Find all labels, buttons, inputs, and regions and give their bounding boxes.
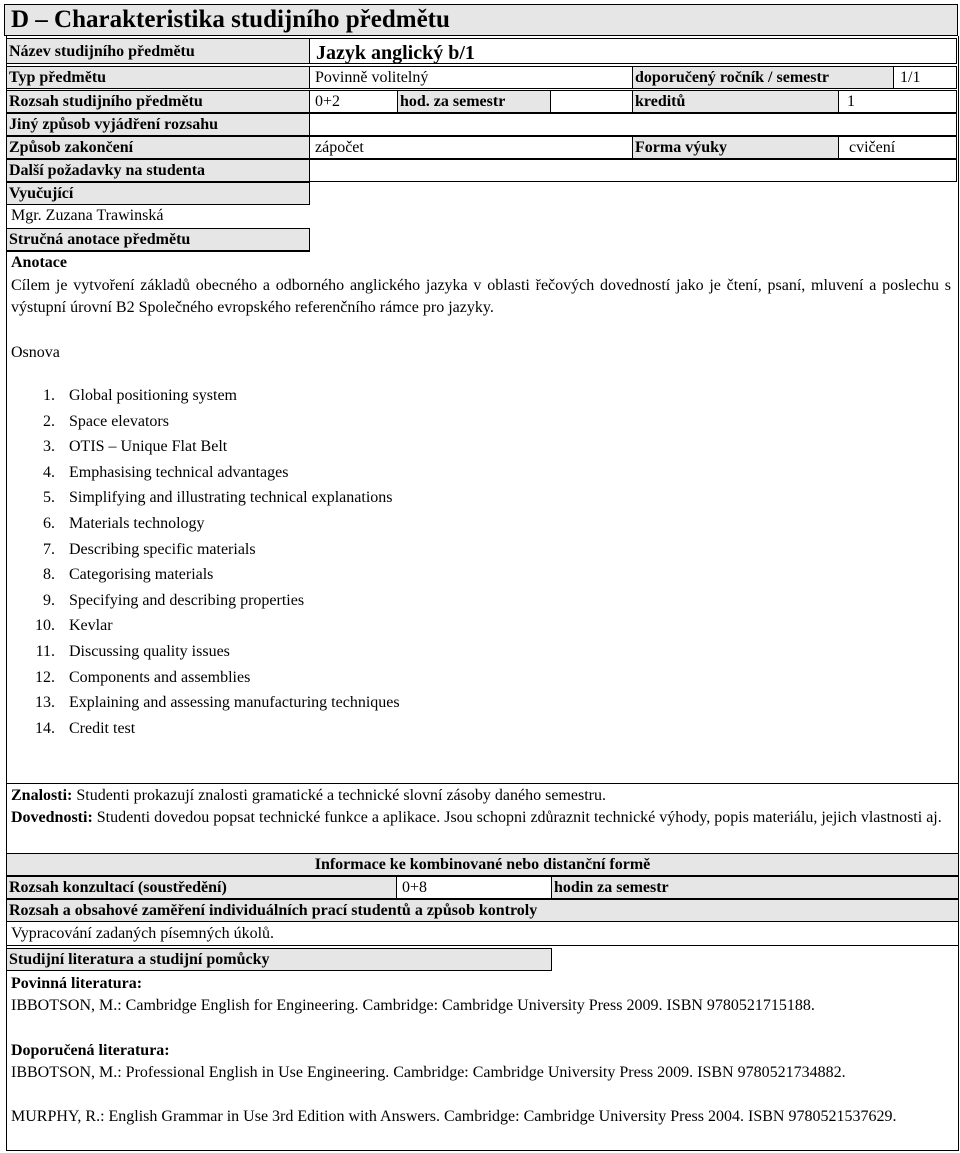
osnova-item-text: Components and assemblies: [69, 668, 251, 686]
kreditu-value: 1: [838, 90, 957, 113]
osnova-item-number: 5.: [43, 489, 55, 507]
nazev-value: Jazyk anglický b/1: [309, 38, 957, 64]
osnova-item-number: 2.: [43, 412, 55, 430]
osnova-item-text: Discussing quality issues: [69, 642, 230, 660]
anotace-divider: [6, 251, 310, 252]
osnova-item-text: Explaining and assessing manufacturing techniques: [69, 694, 400, 712]
osnova-item: [11, 665, 711, 691]
osnova-item-number: 9.: [43, 591, 55, 609]
osnova-heading: Osnova: [11, 344, 60, 361]
osnova-item-text: Kevlar: [69, 617, 113, 635]
konzultace-value: 0+8: [396, 876, 552, 899]
dalsi-value: [309, 159, 957, 182]
osnova-item-number: 12.: [35, 668, 55, 686]
osnova-item-text: Emphasising technical advantages: [69, 463, 289, 481]
osnova-item: [11, 562, 711, 588]
osnova-item: [11, 639, 711, 665]
osnova-item-text: Describing specific materials: [69, 540, 256, 558]
osnova-item: [11, 460, 711, 486]
osnova-item-text: Space elevators: [69, 412, 169, 430]
frame-bottom-border: [6, 1150, 959, 1151]
anotace-heading: Anotace: [11, 254, 67, 271]
znalosti-paragraph: [11, 785, 951, 807]
znalosti-text: Studenti prokazují znalosti gramatické a technické slovní zásoby daného semestru.: [76, 787, 606, 804]
osnova-item: [11, 690, 711, 716]
vyucujici-label: Vyučující: [6, 182, 310, 205]
forma-value: cvičení: [838, 136, 957, 159]
osnova-item: [11, 588, 711, 614]
osnova-item-text: Categorising materials: [69, 566, 214, 584]
rocnik-label: doporučený ročník / semestr: [632, 66, 894, 89]
osnova-item-number: 7.: [43, 540, 55, 558]
literatura-heading: Studijní literatura a studijní pomůcky: [6, 948, 552, 971]
osnova-item-text: Specifying and describing properties: [69, 591, 305, 609]
osnova-item: [11, 434, 711, 460]
prace-value: Vypracování zadaných písemných úkolů.: [11, 925, 275, 942]
doporucena-heading: Doporučená literatura:: [11, 1042, 170, 1059]
hodin-label: hodin za semestr: [551, 876, 959, 899]
povinna-heading: Povinná literatura:: [11, 975, 143, 992]
osnova-item: [11, 409, 711, 435]
nazev-label: Název studijního předmětu: [6, 38, 310, 64]
znalosti-divider: [6, 783, 959, 784]
povinna-item: IBBOTSON, M.: Cambridge English for Engineering. Cambridge: Cambridge University Press 2009. ISBN 9780521715188.: [11, 997, 815, 1014]
typ-value: Povinně volitelný: [309, 66, 633, 89]
jiny-value: [309, 113, 957, 136]
kreditu-label: kreditů: [632, 90, 839, 113]
prace-label: Rozsah a obsahové zaměření individuálních prací studentů a způsob kontroly: [6, 899, 959, 922]
doporucena-item: MURPHY, R.: English Grammar in Use 3rd Edition with Answers. Cambridge: Cambridge University Press 2004. ISBN 9780521537629.: [11, 1108, 897, 1125]
vyucujici-value: Mgr. Zuzana Trawinská: [11, 207, 164, 224]
osnova-item-number: 3.: [43, 438, 55, 456]
dovednosti-text: Studenti dovedou popsat technické funkce a aplikace. Jsou schopni zdůraznit technické výhody, popis materiálu, jejich vlastnosti aj.: [96, 809, 942, 826]
osnova-item-text: Materials technology: [69, 514, 205, 532]
zakonceni-value: zápočet: [309, 136, 633, 159]
osnova-item-text: Global positioning system: [69, 387, 237, 404]
anotace-text: Cílem je vytvoření základů obecného a odborného anglického jazyka v oblasti řečových dovedností jako je čtení, psaní, mluvení a poslechu s výstupní úrovní B2 Společného evropského referenčního rámce pro jazyky.: [11, 277, 951, 316]
osnova-item: [11, 613, 711, 639]
osnova-item: [11, 383, 711, 409]
dalsi-label: Další požadavky na studenta: [6, 159, 310, 182]
frame-left-border: [6, 36, 7, 1151]
osnova-item-number: 6.: [43, 514, 55, 532]
osnova-item: [11, 485, 711, 511]
osnova-item-number: 10.: [35, 617, 55, 635]
osnova-item-text: OTIS – Unique Flat Belt: [69, 438, 228, 456]
typ-label: Typ předmětu: [6, 66, 310, 89]
znalosti-label: Znalosti:: [11, 787, 73, 804]
frame-right-border: [958, 36, 959, 1151]
zakonceni-label: Způsob zakončení: [6, 136, 310, 159]
literatura-divider: [6, 945, 959, 946]
osnova-item-number: 14.: [35, 719, 55, 737]
osnova-item: [11, 716, 711, 742]
osnova-item: [11, 511, 711, 537]
osnova-item-number: 1.: [43, 387, 55, 404]
dovednosti-label: Dovednosti:: [11, 809, 93, 826]
osnova-item-number: 13.: [35, 694, 55, 712]
forma-label: Forma výuky: [632, 136, 839, 159]
osnova-item: [11, 537, 711, 563]
osnova-item-number: 11.: [35, 642, 55, 660]
rozsah-label: Rozsah studijního předmětu: [6, 90, 310, 113]
rozsah-value: 0+2: [309, 90, 398, 113]
jiny-label: Jiný způsob vyjádření rozsahu: [6, 113, 310, 136]
dovednosti-paragraph: [11, 807, 949, 829]
anotace-label: Stručná anotace předmětu: [6, 228, 310, 251]
kombinovana-heading: Informace ke kombinované nebo distanční formě: [6, 853, 959, 876]
osnova-item-number: 4.: [43, 463, 55, 481]
osnova-list: [11, 383, 711, 741]
hod-label: hod. za semestr: [397, 90, 551, 113]
osnova-item-text: Simplifying and illustrating technical explanations: [69, 489, 393, 507]
osnova-item-number: 8.: [43, 566, 55, 584]
hod-spacer: [550, 90, 633, 113]
rocnik-value: 1/1: [893, 66, 957, 89]
page-title: D – Charakteristika studijního předmětu: [4, 4, 958, 36]
osnova-item-text: Credit test: [69, 719, 136, 737]
doporucena-item: IBBOTSON, M.: Professional English in Use Engineering. Cambridge: Cambridge University Press 2009. ISBN 9780521734882.: [11, 1064, 846, 1081]
konzultace-label: Rozsah konzultací (soustředění): [6, 876, 397, 899]
